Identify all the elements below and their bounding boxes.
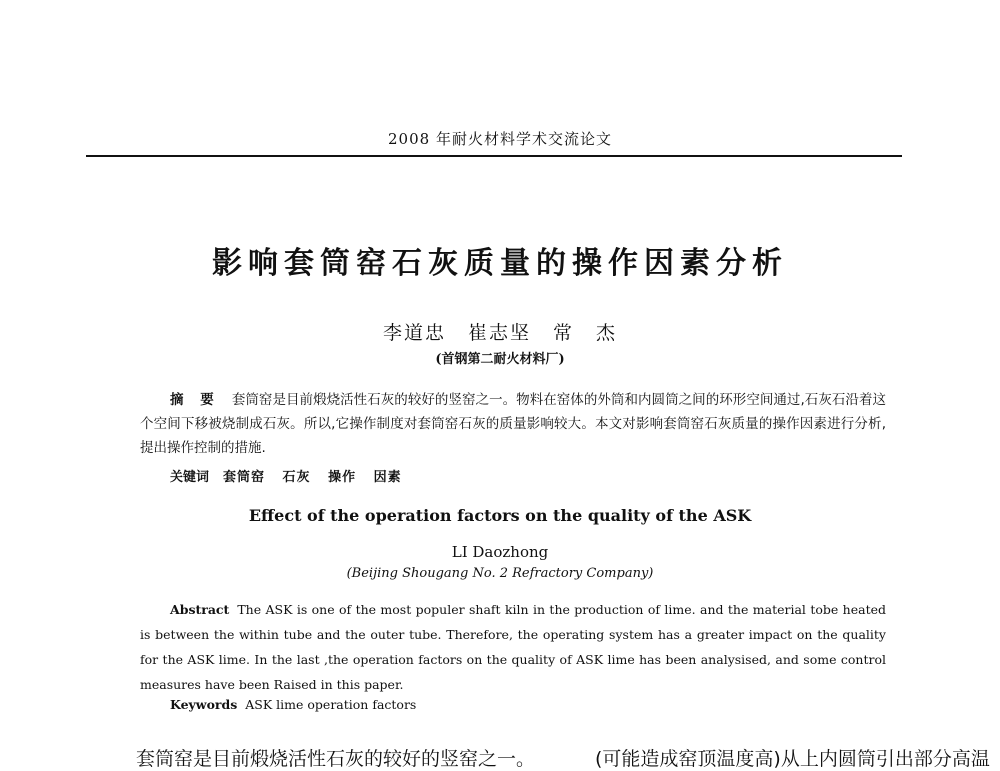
english-author: LI Daozhong <box>451 543 549 561</box>
english-keywords <box>170 697 416 712</box>
english-keywords-label: Keywords <box>170 697 238 712</box>
english-abstract-text: The ASK is one of the most populer shaft kiln in the production of lime. and the material tobe heated is between the within tube and the outer tube. Therefore, the operating system has a greater impact on the quality for the ASK lime. In the last ,the operation factors on the quality of ASK lime has been analysised, and some control measures have been Raised in this paper. <box>140 602 886 692</box>
english-title: Effect of the operation factors on the quality of the ASK <box>248 506 752 525</box>
body-text-left: 套筒窑是目前煅烧活性石灰的较好的竖窑之一。 <box>136 748 536 770</box>
author-list: 李道忠 崔志坚 常 杰 <box>382 322 618 344</box>
english-abstract <box>140 597 886 697</box>
chinese-abstract-label: 摘 要 <box>170 392 220 408</box>
chinese-keywords <box>170 466 402 485</box>
english-abstract-label: Abstract <box>170 602 230 617</box>
english-affiliation: (Beijing Shougang No. 2 Refractory Company) <box>346 566 654 581</box>
chinese-keywords-value: 套筒窑 石灰 操作 因素 <box>223 470 402 485</box>
chinese-abstract-text: 套筒窑是目前煅烧活性石灰的较好的竖窑之一。物料在窑体的外筒和内圆筒之间的环形空间通过,石灰石沿着这个空间下移被烧制成石灰。所以,它操作制度对套筒窑石灰的质量影响较大。本文对影响套筒窑石灰质量的操作因素进行分析,提出操作控制的措施. <box>140 392 887 456</box>
header-rule <box>86 155 902 157</box>
affiliation: (首钢第二耐火材料厂) <box>435 352 565 367</box>
chinese-keywords-label: 关键词 <box>170 470 210 485</box>
body-text-cutoff <box>136 744 996 771</box>
paper-title: 影响套筒窑石灰质量的操作因素分析 <box>212 246 788 281</box>
chinese-abstract <box>140 388 886 460</box>
running-header: 2008 年耐火材料学术交流论文 <box>388 130 612 148</box>
english-keywords-value: ASK lime operation factors <box>245 697 417 712</box>
body-text-right: (可能造成窑顶温度高)从上内圆筒引出部分高温 <box>595 748 990 770</box>
